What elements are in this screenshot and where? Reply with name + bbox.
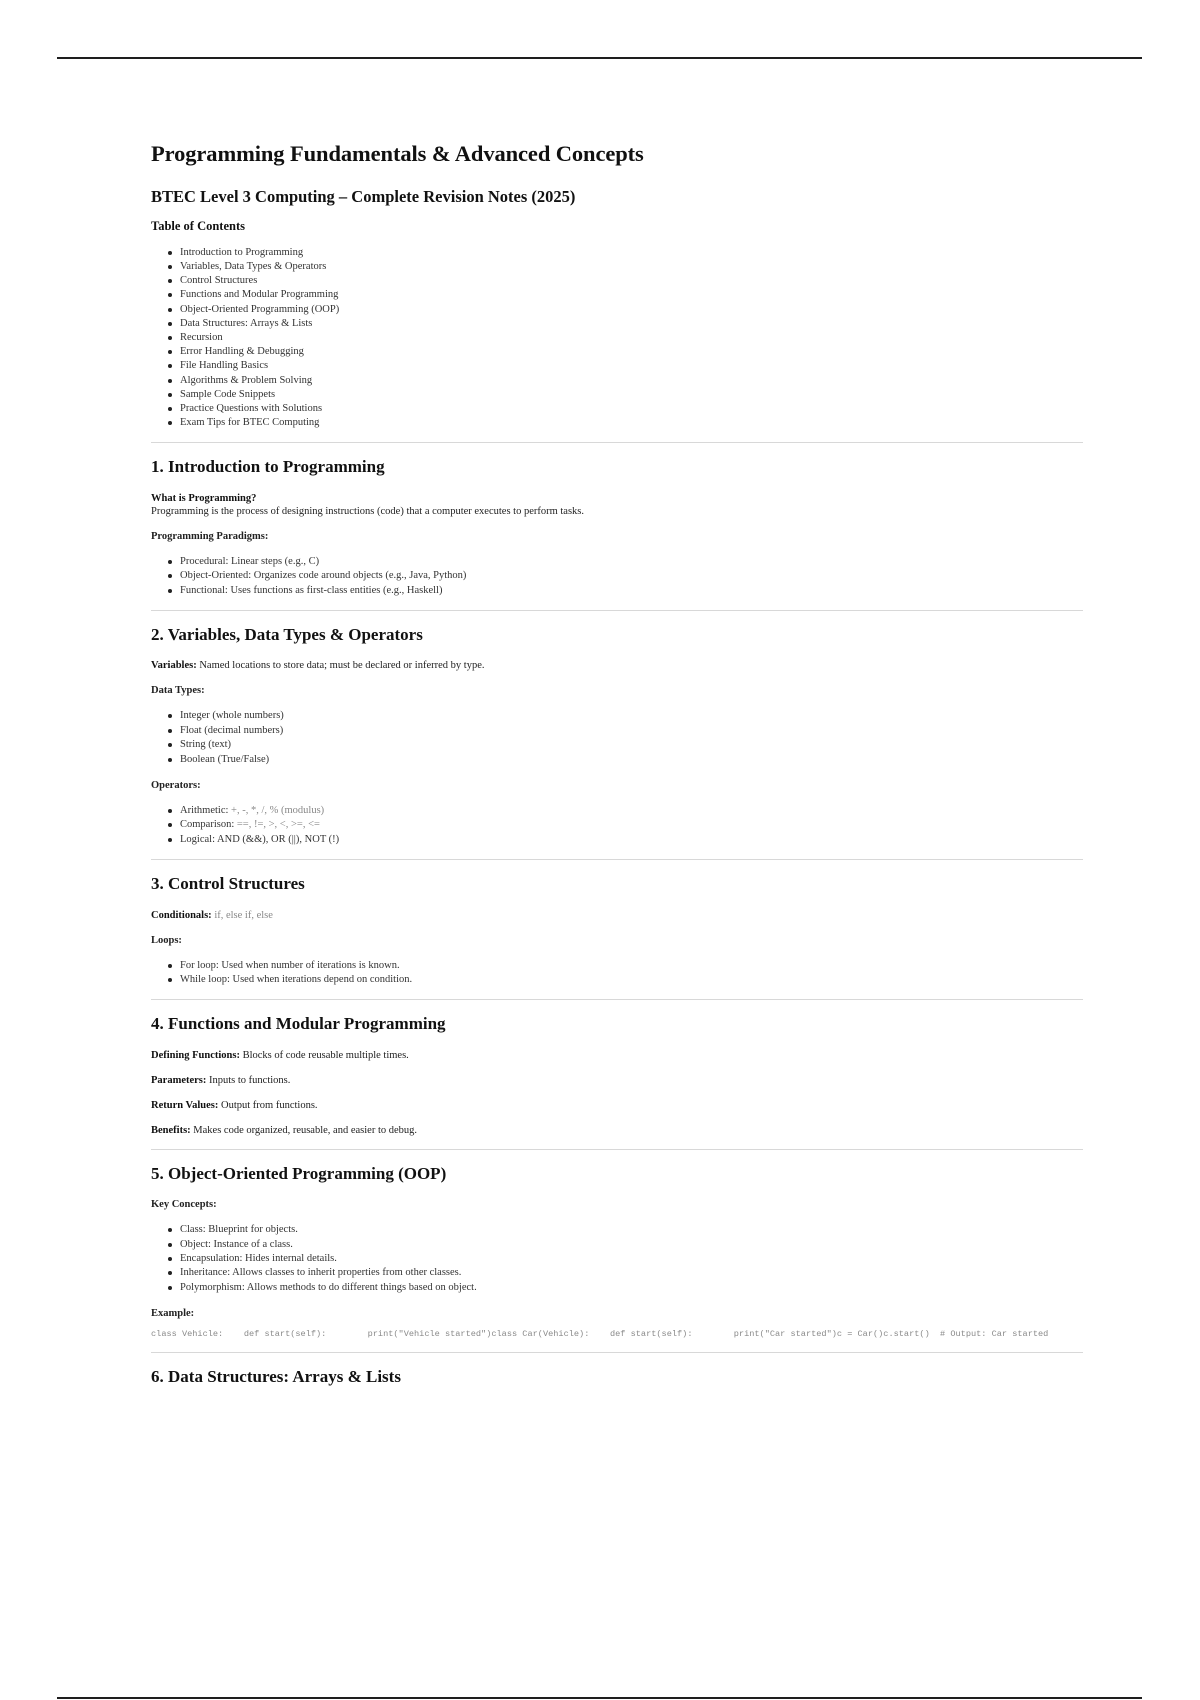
section-oop	[151, 1164, 1083, 1340]
what-is-programming	[151, 492, 1083, 518]
list-item: Object: Instance of a class.	[180, 1238, 1083, 1252]
section-data-structures	[151, 1367, 1083, 1387]
list-item: Inheritance: Allows classes to inherit properties from other classes.	[180, 1266, 1083, 1280]
list-item	[180, 818, 1083, 832]
list-item	[180, 833, 1083, 847]
list-item: Object-Oriented: Organizes code around objects (e.g., Java, Python)	[180, 569, 1083, 583]
conditionals	[151, 909, 1083, 922]
section-introduction	[151, 457, 1083, 598]
toc-item[interactable]: Introduction to Programming	[180, 246, 1083, 260]
operators-label: Operators:	[151, 780, 201, 792]
toc-item[interactable]: Algorithms & Problem Solving	[180, 374, 1083, 388]
section-heading: 4. Functions and Modular Programming	[151, 1014, 446, 1034]
operator-values: AND (&&), OR (||), NOT (!)	[217, 833, 340, 845]
toc-item[interactable]: Error Handling & Debugging	[180, 345, 1083, 359]
paragraph-text: Programming is the process of designing instructions (code) that a computer executes to perform tasks.	[151, 505, 585, 517]
list-item: Float (decimal numbers)	[180, 724, 1083, 738]
list-item: Class: Blueprint for objects.	[180, 1223, 1083, 1237]
toc-item[interactable]: Functions and Modular Programming	[180, 288, 1083, 302]
data-types-list	[151, 709, 1083, 767]
toc-item[interactable]: Recursion	[180, 331, 1083, 345]
list-item: Polymorphism: Allows methods to do different things based on object.	[180, 1281, 1083, 1295]
toc-item[interactable]: Object-Oriented Programming (OOP)	[180, 303, 1083, 317]
key-concepts-list	[151, 1223, 1083, 1295]
section-heading: 1. Introduction to Programming	[151, 457, 385, 477]
list-item	[180, 804, 1083, 818]
label: Conditionals:	[151, 909, 212, 921]
paragraph-text: if, else if, else	[214, 909, 273, 921]
section-heading: 3. Control Structures	[151, 874, 305, 894]
paragraph-text: Output from functions.	[221, 1099, 318, 1111]
list-item: Encapsulation: Hides internal details.	[180, 1252, 1083, 1266]
toc-item[interactable]: Practice Questions with Solutions	[180, 402, 1083, 416]
variables-definition	[151, 659, 1083, 672]
code-example: class Vehicle: def start(self): print("Vehicle started")class Car(Vehicle): def start(self): print("Car started")c = Car()c.start() # Output: Car started	[151, 1329, 1049, 1340]
label: Variables:	[151, 660, 197, 672]
page-bottom-border	[57, 1697, 1142, 1699]
list-item: String (text)	[180, 738, 1083, 752]
operator-values: +, -, *, /, % (modulus)	[231, 805, 325, 817]
page-top-border	[57, 57, 1142, 59]
label: What is Programming?	[151, 492, 257, 504]
toc-item[interactable]: Control Structures	[180, 274, 1083, 288]
operator-name: Arithmetic:	[180, 805, 229, 817]
operators-list	[151, 804, 1083, 847]
operator-values: ==, !=, >, <, >=, <=	[236, 819, 320, 831]
section-control-structures	[151, 874, 1083, 987]
section-heading: 5. Object-Oriented Programming (OOP)	[151, 1163, 447, 1183]
document-title: Programming Fundamentals & Advanced Concepts	[151, 141, 644, 166]
list-item: Functional: Uses functions as first-class entities (e.g., Haskell)	[180, 584, 1083, 598]
toc-item[interactable]: Variables, Data Types & Operators	[180, 260, 1083, 274]
loops-label: Loops:	[151, 934, 182, 946]
data-types-label: Data Types:	[151, 685, 205, 697]
section-divider	[151, 999, 1083, 1000]
section-divider	[151, 1149, 1083, 1150]
section-divider	[151, 859, 1083, 860]
list-item: Procedural: Linear steps (e.g., C)	[180, 555, 1083, 569]
toc-item[interactable]: Data Structures: Arrays & Lists	[180, 317, 1083, 331]
section-divider	[151, 442, 1083, 443]
parameters	[151, 1074, 1083, 1087]
loops-list	[151, 959, 1083, 988]
return-values	[151, 1099, 1083, 1112]
section-functions	[151, 1014, 1083, 1136]
list-item: For loop: Used when number of iterations is known.	[180, 959, 1083, 973]
paragraph-text: Makes code organized, reusable, and easier to debug.	[193, 1124, 418, 1136]
paragraph-text: Named locations to store data; must be declared or inferred by type.	[199, 660, 485, 672]
list-item: Integer (whole numbers)	[180, 709, 1083, 723]
key-concepts-label: Key Concepts:	[151, 1199, 217, 1211]
section-heading: 2. Variables, Data Types & Operators	[151, 625, 423, 645]
section-divider	[151, 610, 1083, 611]
operator-name: Logical:	[180, 833, 215, 845]
document-body	[151, 140, 1083, 1402]
section-heading: 6. Data Structures: Arrays & Lists	[151, 1367, 401, 1387]
paragraph-text: Inputs to functions.	[209, 1074, 291, 1086]
toc-item[interactable]: File Handling Basics	[180, 359, 1083, 373]
label: Return Values:	[151, 1099, 219, 1111]
benefits	[151, 1124, 1083, 1137]
list-item: While loop: Used when iterations depend on condition.	[180, 973, 1083, 987]
paragraph-text: Blocks of code reusable multiple times.	[242, 1049, 409, 1061]
toc-item[interactable]: Exam Tips for BTEC Computing	[180, 416, 1083, 430]
label: Benefits:	[151, 1124, 191, 1136]
section-variables	[151, 625, 1083, 847]
paradigms-label: Programming Paradigms:	[151, 530, 269, 542]
toc-item[interactable]: Sample Code Snippets	[180, 388, 1083, 402]
operator-name: Comparison:	[180, 819, 235, 831]
example-label: Example:	[151, 1308, 195, 1320]
document-subtitle: BTEC Level 3 Computing – Complete Revision Notes (2025)	[151, 187, 576, 206]
label: Parameters:	[151, 1074, 207, 1086]
label: Defining Functions:	[151, 1049, 240, 1061]
defining-functions	[151, 1049, 1083, 1062]
paradigms-list	[151, 555, 1083, 598]
section-divider	[151, 1352, 1083, 1353]
list-item: Boolean (True/False)	[180, 753, 1083, 767]
table-of-contents	[151, 246, 1083, 431]
toc-heading: Table of Contents	[151, 218, 245, 233]
